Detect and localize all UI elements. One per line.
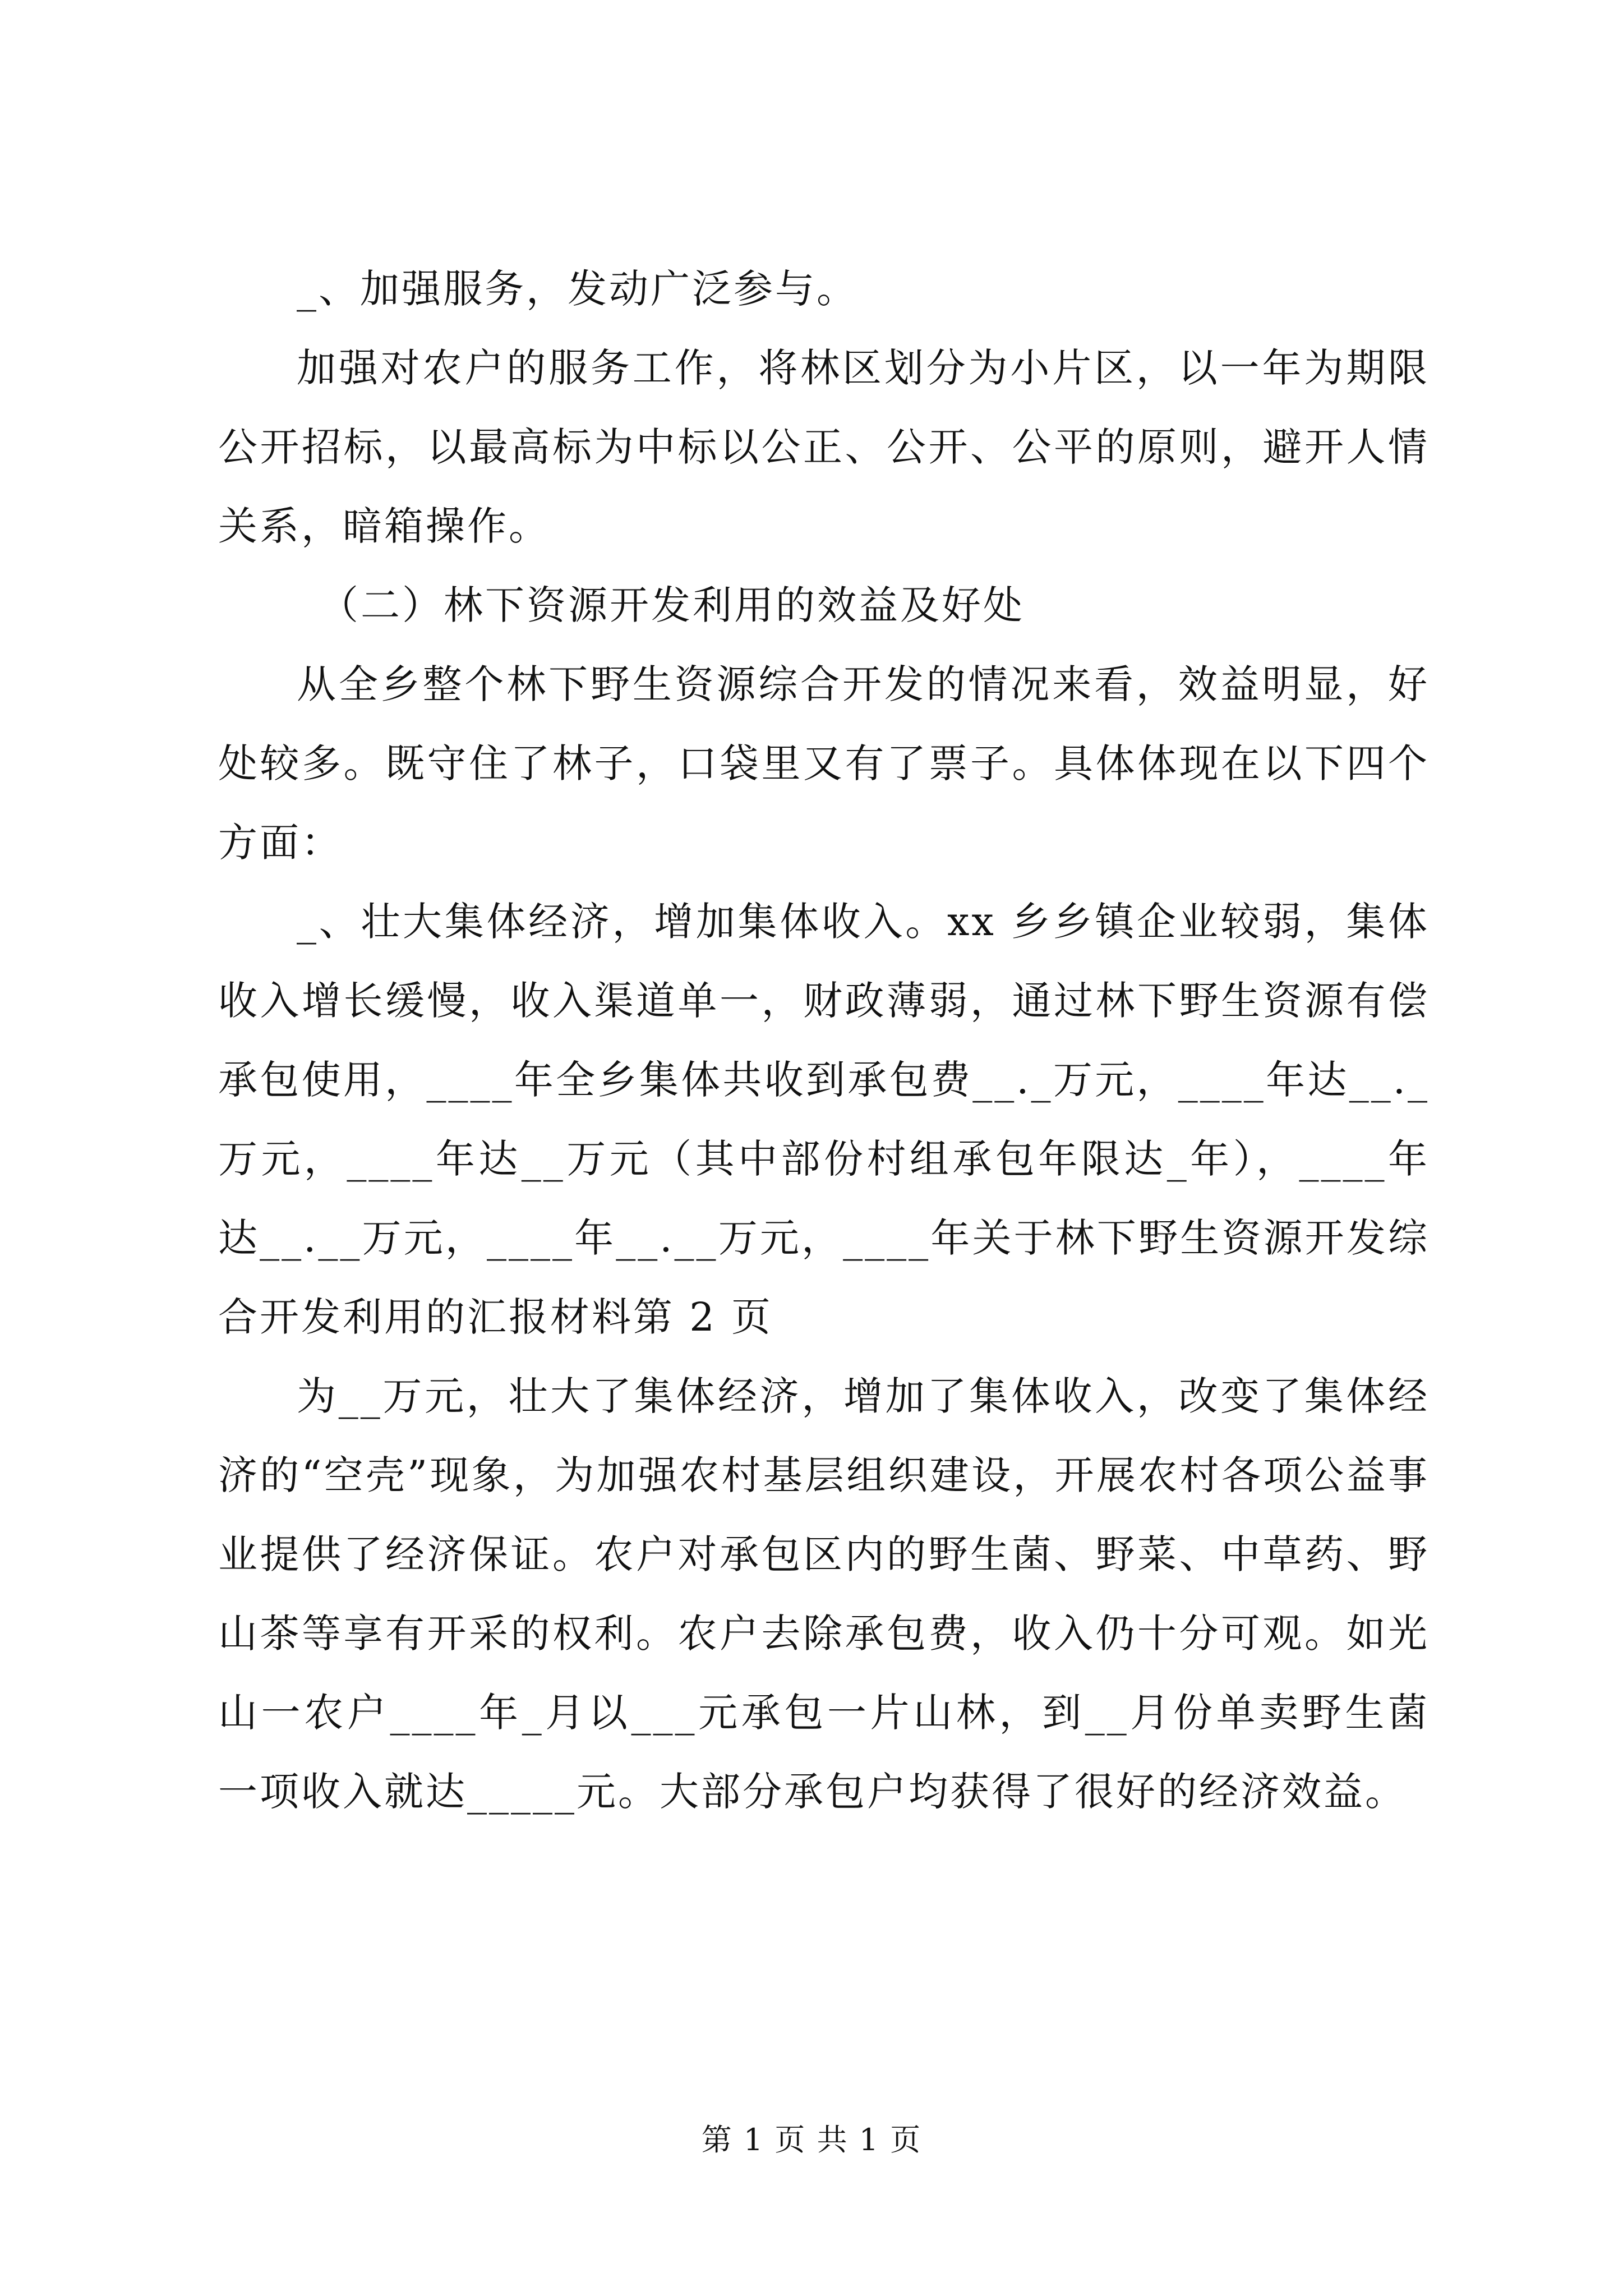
document-body <box>218 250 1430 1832</box>
paragraph-collective-economy: _、壮大集体经济，增加集体收入。xx 乡乡镇企业较弱，集体收入增长缓慢，收入渠道单一，财政薄弱，通过林下野生资源有偿承包使用，____年全乡集体共收到承包费__._万元，____年达__._万元，____年达__万元（其中部份村组承包年限达_年），____年达__.__万元，____年__.__万元，____年关于林下野生资源开发综合开发利用的汇报材料第 2 页 <box>218 899 1430 1340</box>
paragraph-benefits-overview: 从全乡整个林下野生资源综合开发的情况来看，效益明显，好处较多。既守住了林子，口袋里又有了票子。具体体现在以下四个方面： <box>218 661 1430 866</box>
subsection-heading-benefits: （二）林下资源开发利用的效益及好处 <box>319 582 1025 628</box>
paragraph-collective-income: 为__万元，壮大了集体经济，增加了集体收入，改变了集体经济的“空壳”现象，为加强农村基层组织建设，开展农村各项公益事业提供了经济保证。农户对承包区内的野生菌、野菜、中草药、野山茶等享有开采的权利。农户去除承包费，收入仍十分可观。如光山一农户____年_月以___元承包一片山林，到__月份单卖野生菌一项收入就达_____元。大部分承包户均获得了很好的经济效益。 <box>218 1373 1430 1815</box>
paragraph-service-details: 加强对农户的服务工作，将林区划分为小片区，以一年为期限公开招标，以最高标为中标以公正、公开、公平的原则，避开人情关系，暗箱操作。 <box>218 345 1430 549</box>
page-footer: 第 1 页 共 1 页 <box>701 2122 922 2157</box>
section-heading-service: _、加强服务，发动广泛参与。 <box>297 266 858 312</box>
